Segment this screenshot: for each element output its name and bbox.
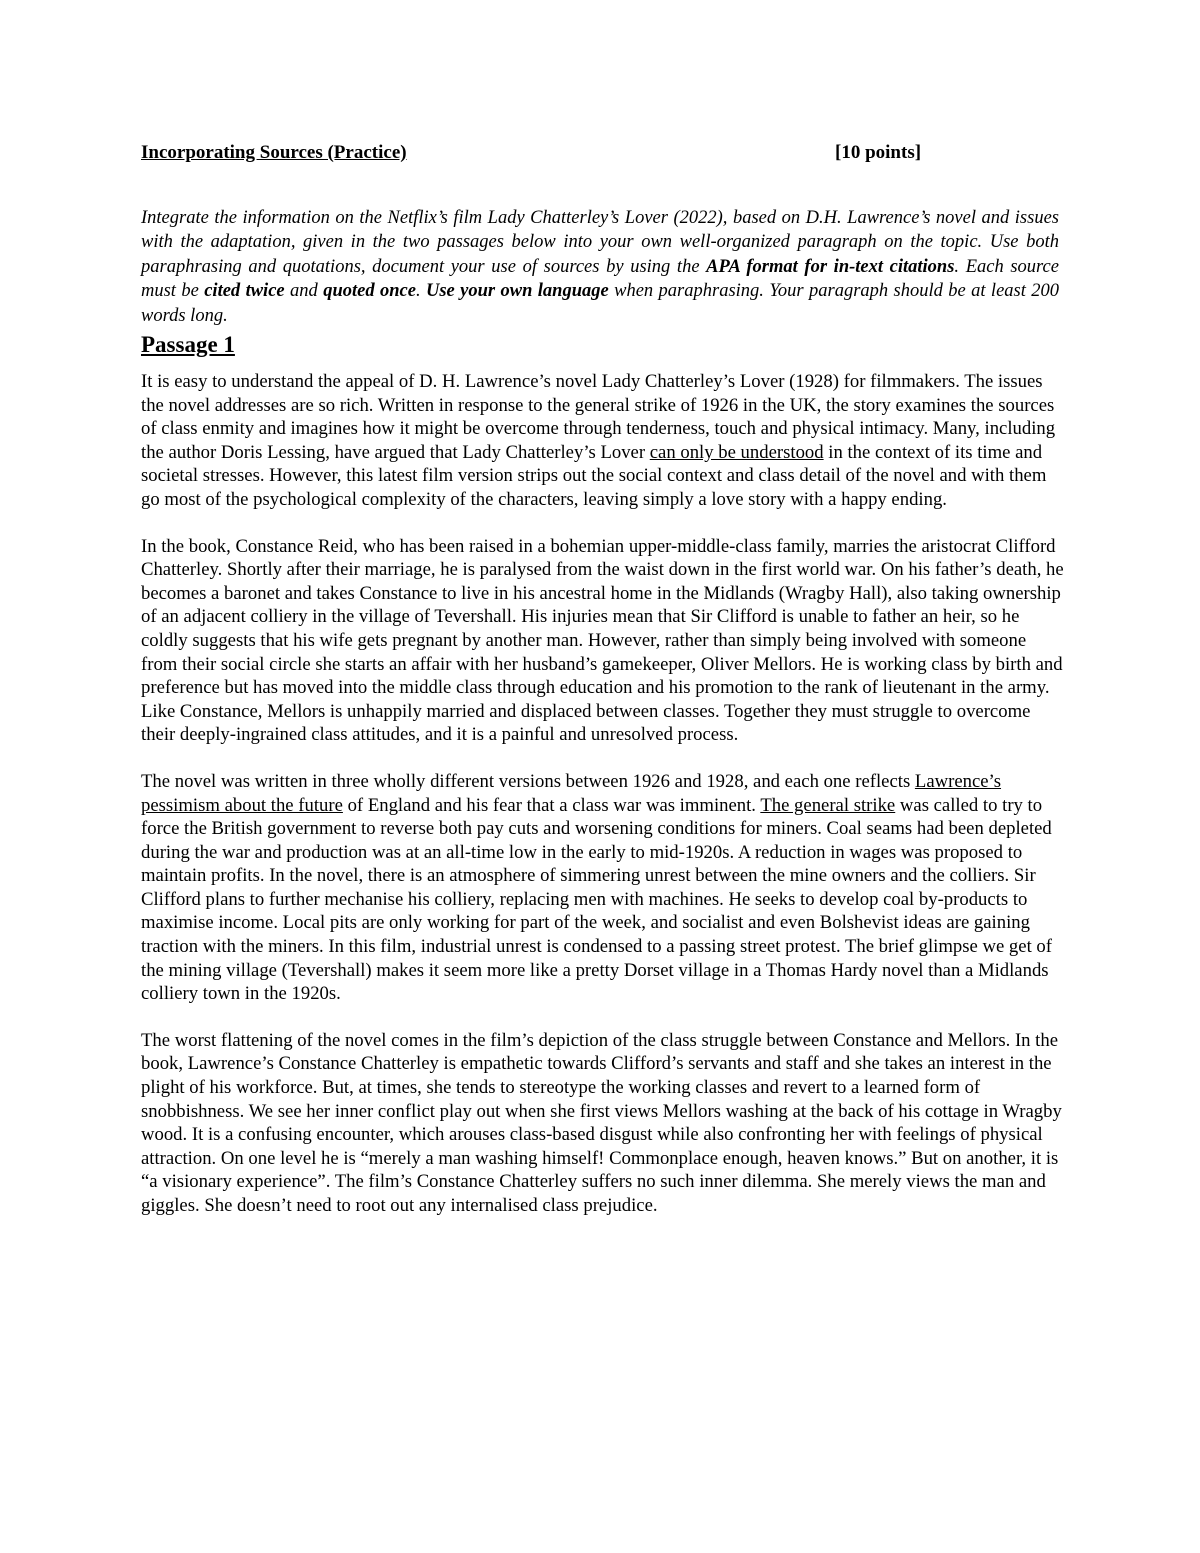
instructions-text-1: Integrate the information on the Netflix’s film Lady Chatterley’s Lover (2022), based on D.H. Lawrence’s novel and issues with the adaptation, given in the two passages below into your own well-organized paragraph on the topic. Use both paraphrasing and quotations, document your use of sources by using the bbox=[141, 207, 1059, 277]
instructions-emphasis-apa: APA format for in-text citations bbox=[706, 256, 955, 277]
assignment-points: [10 points] bbox=[835, 142, 922, 163]
paragraph-3-underlined-2: The general strike bbox=[760, 794, 896, 816]
passage-heading: Passage 1 bbox=[141, 332, 235, 357]
paragraph-3-text-b: of England and his fear that a class war was imminent. bbox=[342, 794, 761, 816]
assignment-title: Incorporating Sources (Practice) bbox=[141, 142, 407, 163]
instructions-text-4: . bbox=[415, 281, 426, 301]
passage-paragraph-4: The worst flattening of the novel comes in the film’s depiction of the class struggle between Constance and Mellors. In the book, Lawrence’s Constance Chatterley is empathetic towards Clifford’s servants and staff and she takes an interest in the plight of his workforce. But, at times, she tends to stereotype the working classes and revert to a learned form of snobbishness. We see her inner conflict play out when she first views Mellors washing at the back of his cottage in Wragby wood. It is a confusing encounter, which arouses class-based disgust while also confronting her with feelings of physical attraction. On one level he is “merely a man washing himself! Commonplace enough, heaven knows.” But on another, it is “a visionary experience”. The film’s Constance Chatterley suffers no such inner dilemma. She merely views the man and giggles. She doesn’t need to root out any internalised class prejudice. bbox=[141, 1029, 1062, 1216]
paragraph-1-text-b: in the context of its time and societal stresses. However, this latest film version strips out the social context and class detail of the novel and with them go most of the psychological complexity of the characters, leaving simply a love story with a happy ending. bbox=[141, 441, 1047, 510]
instructions-emphasis-language: Use your own language bbox=[425, 281, 609, 301]
instructions-text-3: and bbox=[284, 281, 324, 301]
paragraph-1-underlined: can only be understood bbox=[649, 441, 824, 463]
passage-body bbox=[141, 370, 1066, 1241]
instructions-text-5: when paraphrasing. Your paragraph should be at least 200 words long. bbox=[141, 281, 1060, 326]
passage-paragraph-1 bbox=[141, 370, 1066, 512]
instructions-text-2: . Each source must be bbox=[141, 256, 1059, 301]
passage-paragraph-3 bbox=[141, 770, 1066, 1006]
instructions-paragraph bbox=[141, 206, 1059, 329]
paragraph-1-text-a: It is easy to understand the appeal of D. H. Lawrence’s novel Lady Chatterley’s Lover (1928) for filmmakers. The issues the novel addresses are so rich. Written in response to the general strike of 1926 in the UK, the story examines the sources of class enmity and imagines how it might be overcome through tenderness, touch and physical intimacy. Many, including the author Doris Lessing, have argued that Lady Chatterley’s Lover bbox=[141, 371, 1056, 463]
paragraph-3-underlined-1: Lawrence’s pessimism about the future bbox=[141, 770, 1002, 816]
instructions-emphasis-quoted: quoted once bbox=[323, 281, 416, 301]
paragraph-3-text-a: The novel was written in three wholly different versions between 1926 and 1928, and each one reflects bbox=[141, 770, 915, 792]
passage-paragraph-2: In the book, Constance Reid, who has been raised in a bohemian upper-middle-class family, marries the aristocrat Clifford Chatterley. Shortly after their marriage, he is paralysed from the waist down in the first world war. On his father’s death, he becomes a baronet and takes Constance to live in his ancestral home in the Midlands (Wragby Hall), also taking ownership of an adjacent colliery in the village of Tevershall. His injuries mean that Sir Clifford is unable to father an heir, so he coldly suggests that his wife gets pregnant by another man. However, rather than simply being involved with someone from their social circle she starts an affair with her husband’s gamekeeper, Oliver Mellors. He is working class by birth and preference but has moved into the middle class through education and his promotion to the rank of lieutenant in the army. Like Constance, Mellors is unhappily married and displaced between classes. Together they must struggle to overcome their deeply-ingrained class attitudes, and it is a painful and unresolved process. bbox=[141, 535, 1064, 746]
instructions-emphasis-cited: cited twice bbox=[204, 281, 285, 301]
paragraph-3-text-c: was called to try to force the British government to reverse both pay cuts and worsening conditions for miners. Coal seams had been depleted during the war and production was at an all-time low in the early to mid-1920s. A reduction in wages was proposed to maintain profits. In the novel, there is an atmosphere of simmering unrest between the mine owners and the colliers. Sir Clifford plans to further mechanise his colliery, replacing men with machines. He seeks to develop coal by-products to maximise income. Local pits are only working for part of the week, and socialist and even Bolshevist ideas are gaining traction with the miners. In this film, industrial unrest is condensed to a passing street protest. The brief glimpse we get of the mining village (Tevershall) makes it seem more like a pretty Dorset village in a Thomas Hardy novel than a Midlands colliery town in the 1920s. bbox=[141, 794, 1052, 1005]
